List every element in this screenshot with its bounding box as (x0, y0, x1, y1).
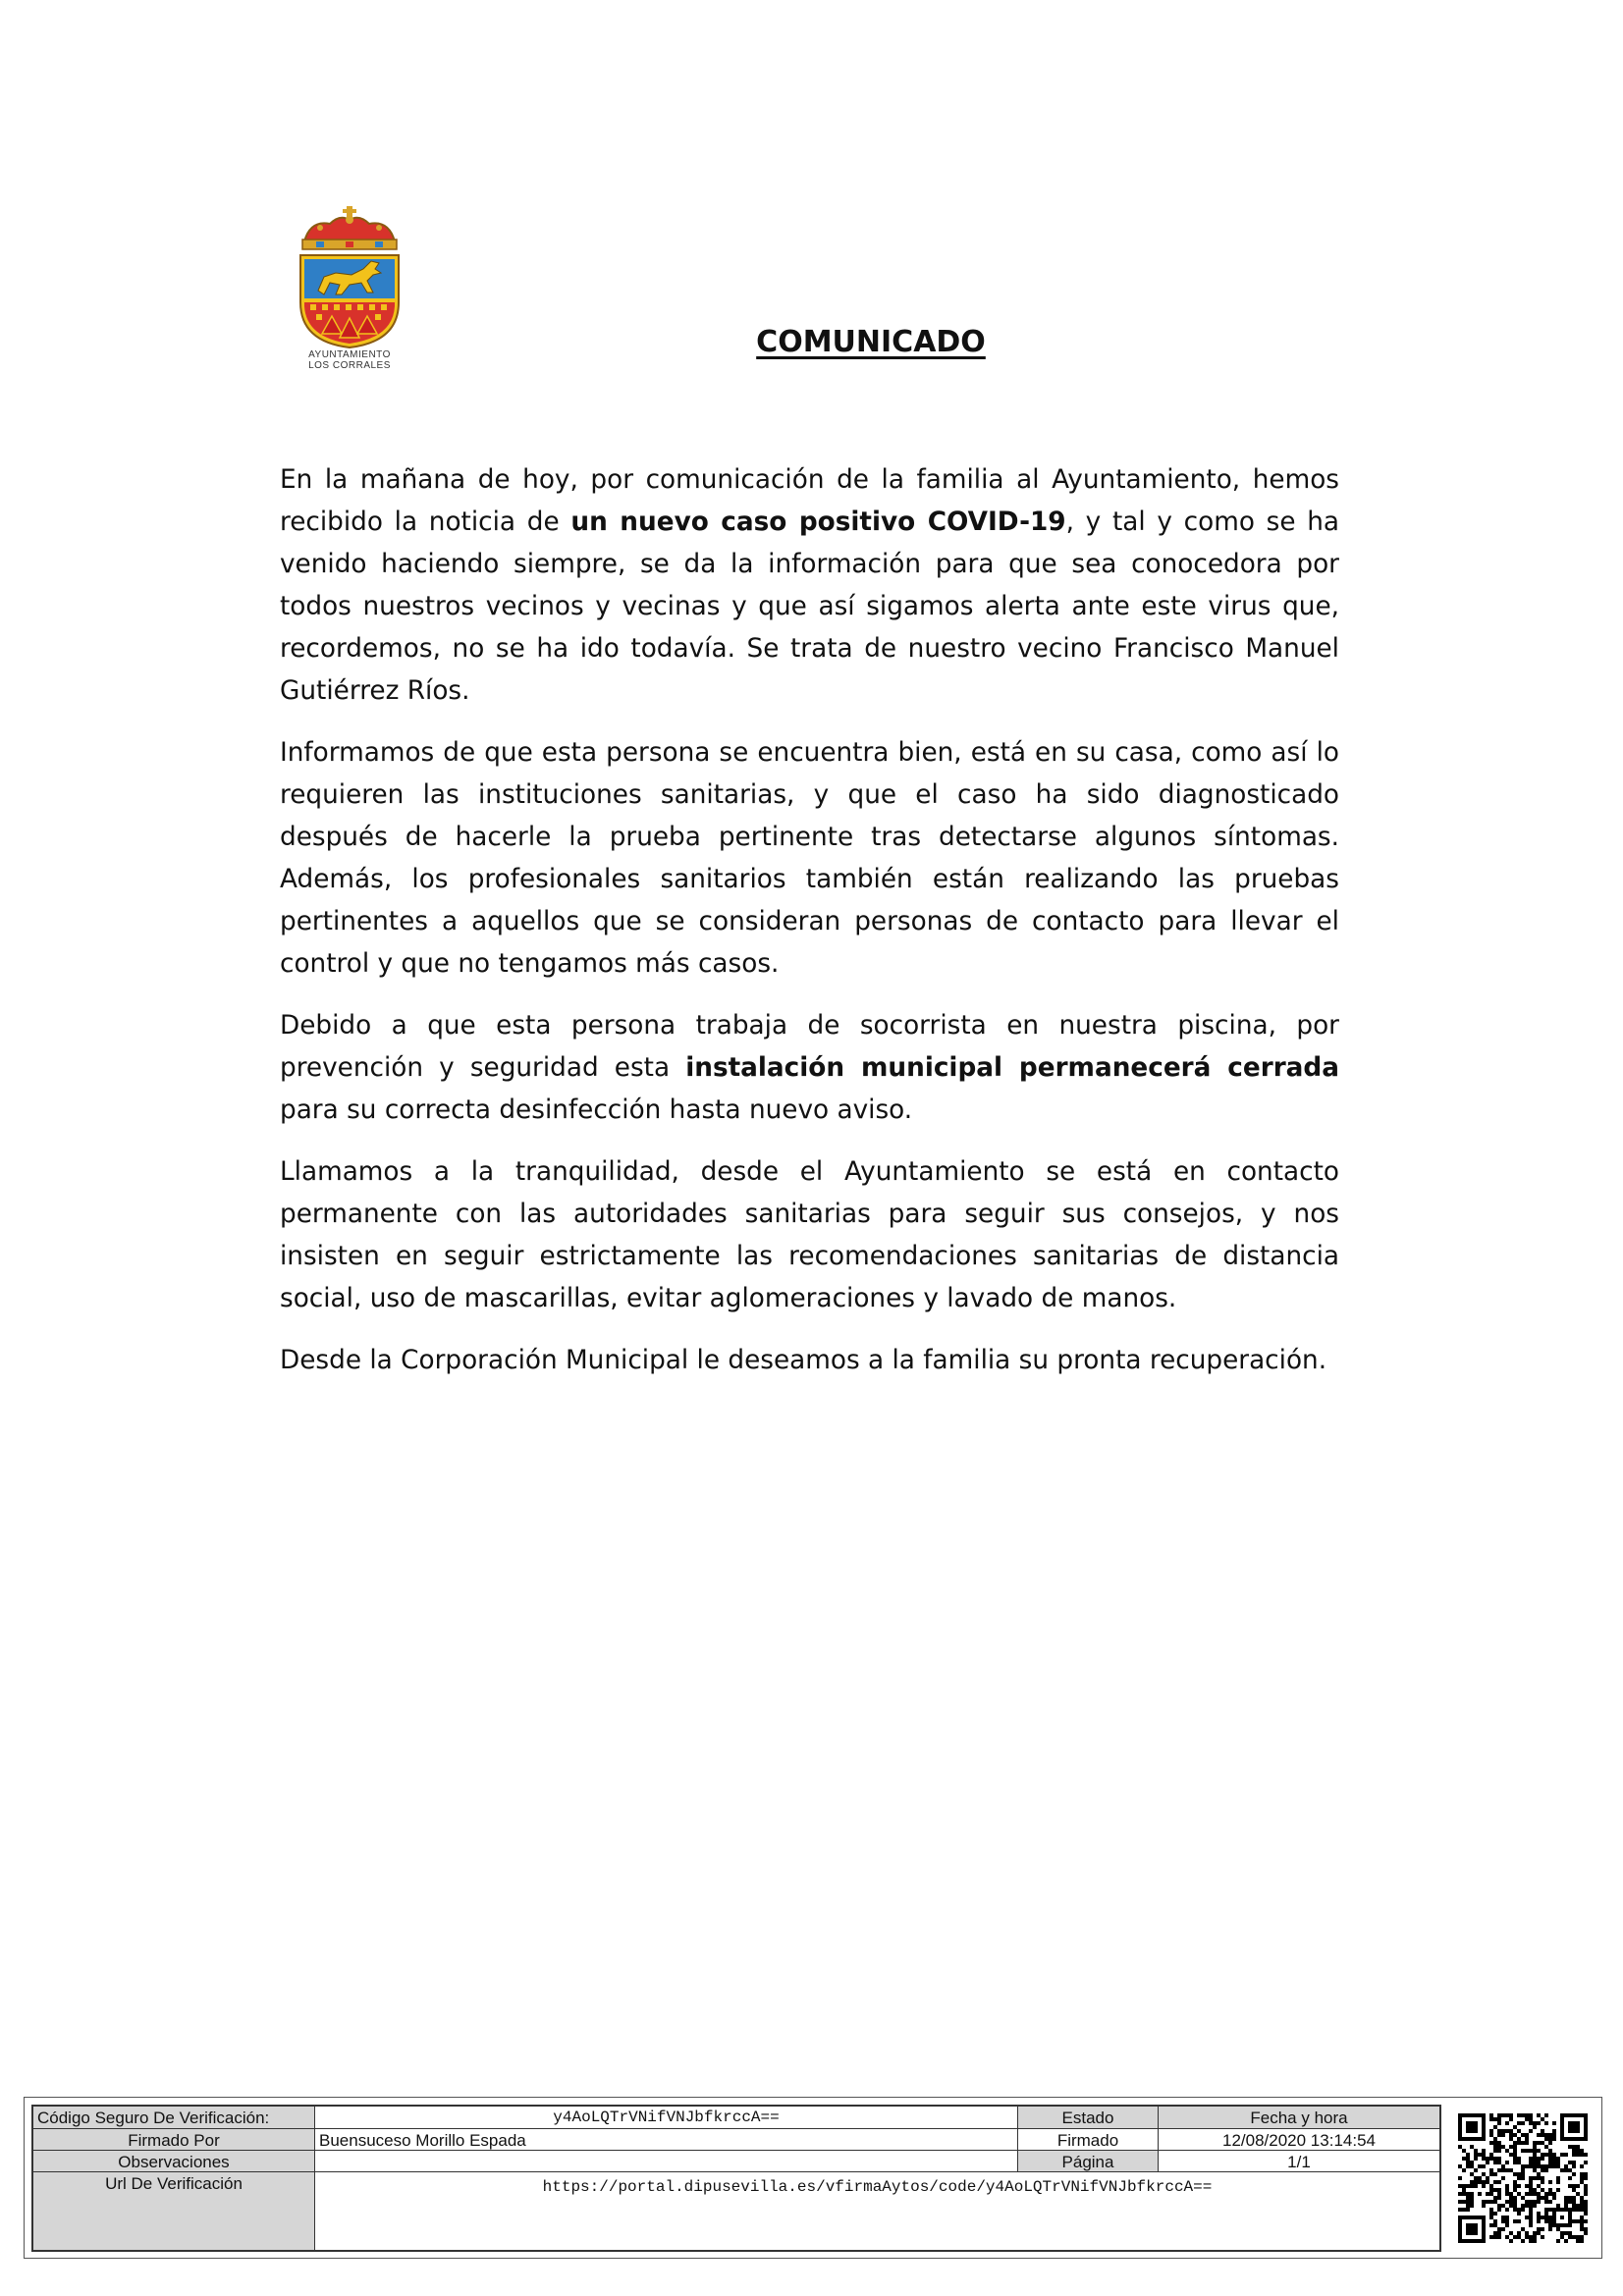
document-title: COMUNICADO (756, 325, 986, 359)
paragraph-5: Desde la Corporación Municipal le deseamos a la familia su pronta recuperación. (280, 1346, 1327, 1375)
paragraph-1-text-c: , y tal y como se ha venido haciendo siempre, se da la información para que sea conocedora por todos nuestros vecinos y vecinas y que así sigamos alerta ante este virus que, recordemos, no se ha ido todavía. Se trata de nuestro vecino Francisco Manuel Gutiérrez Ríos. (280, 507, 1339, 706)
document-body (280, 459, 1339, 1402)
url-value[interactable]: https://portal.dipusevilla.es/vfirmaAytos/code/y4AoLQTrVNifVNJbfkrccA== (542, 2178, 1213, 2196)
crest-caption (287, 349, 412, 371)
observaciones-label: Observaciones (33, 2151, 315, 2172)
fecha-label: Fecha y hora (1159, 2107, 1439, 2129)
pagina-value: 1/1 (1159, 2151, 1439, 2172)
crest-caption-line2: LOS CORRALES (308, 360, 391, 371)
paragraph-3-text-c: para su correcta desinfección hasta nuevo aviso. (280, 1095, 913, 1125)
csv-label: Código Seguro De Verificación: (33, 2107, 315, 2129)
paragraph-3-text-a: Debido a que esta persona trabaja de socorrista en nuestra piscina, por prevención y seguridad esta (280, 1011, 1339, 1083)
verification-row-observaciones (33, 2151, 1439, 2172)
verification-row-url (33, 2172, 1439, 2250)
paragraph-3 (280, 1005, 1339, 1132)
verification-box (24, 2097, 1602, 2259)
qr-code (1454, 2105, 1592, 2252)
pagina-label: Página (1018, 2151, 1159, 2172)
paragraph-4: Llamamos a la tranquilidad, desde el Ayuntamiento se está en contacto permanente con las autoridades sanitarias para seguir sus consejos, y nos insisten en seguir estrictamente las recomendaciones sanitarias de distancia social, uso de mascarillas, evitar aglomeraciones y lavado de manos. (280, 1157, 1339, 1313)
crest-caption-line1: AYUNTAMIENTO (308, 349, 391, 360)
paragraph-1-text-a: En la mañana de hoy, por comunicación de la familia al Ayuntamiento, hemos recibido la noticia de (280, 465, 1339, 537)
paragraph-1 (280, 459, 1339, 713)
verification-table (31, 2105, 1441, 2252)
csv-value: y4AoLQTrVNifVNJbfkrccA== (315, 2107, 1018, 2129)
estado-label: Estado (1018, 2107, 1159, 2129)
paragraph-2: Informamos de que esta persona se encuentra bien, está en su casa, como así lo requieren las instituciones sanitarias, y que el caso ha sido diagnosticado después de hacerle la prueba pertinente tras detectarse algunos síntomas. Además, los profesionales sanitarios también están realizando las pruebas pertinentes a aquellos que se consideran personas de contacto para llevar el control y que no tengamos más casos. (280, 738, 1339, 979)
firmado-por-value: Buensuceso Morillo Espada (315, 2129, 1018, 2151)
firmado-por-label: Firmado Por (33, 2129, 315, 2151)
estado-value: Firmado (1018, 2129, 1159, 2151)
url-label: Url De Verificación (33, 2172, 315, 2250)
fecha-value: 12/08/2020 13:14:54 (1159, 2129, 1439, 2151)
verification-row-firmado (33, 2129, 1439, 2151)
paragraph-1-bold: un nuevo caso positivo COVID-19 (570, 507, 1066, 537)
verification-row-csv (33, 2107, 1439, 2129)
observaciones-value (315, 2151, 1018, 2172)
paragraph-3-bold: instalación municipal permanecerá cerrada (685, 1053, 1339, 1083)
